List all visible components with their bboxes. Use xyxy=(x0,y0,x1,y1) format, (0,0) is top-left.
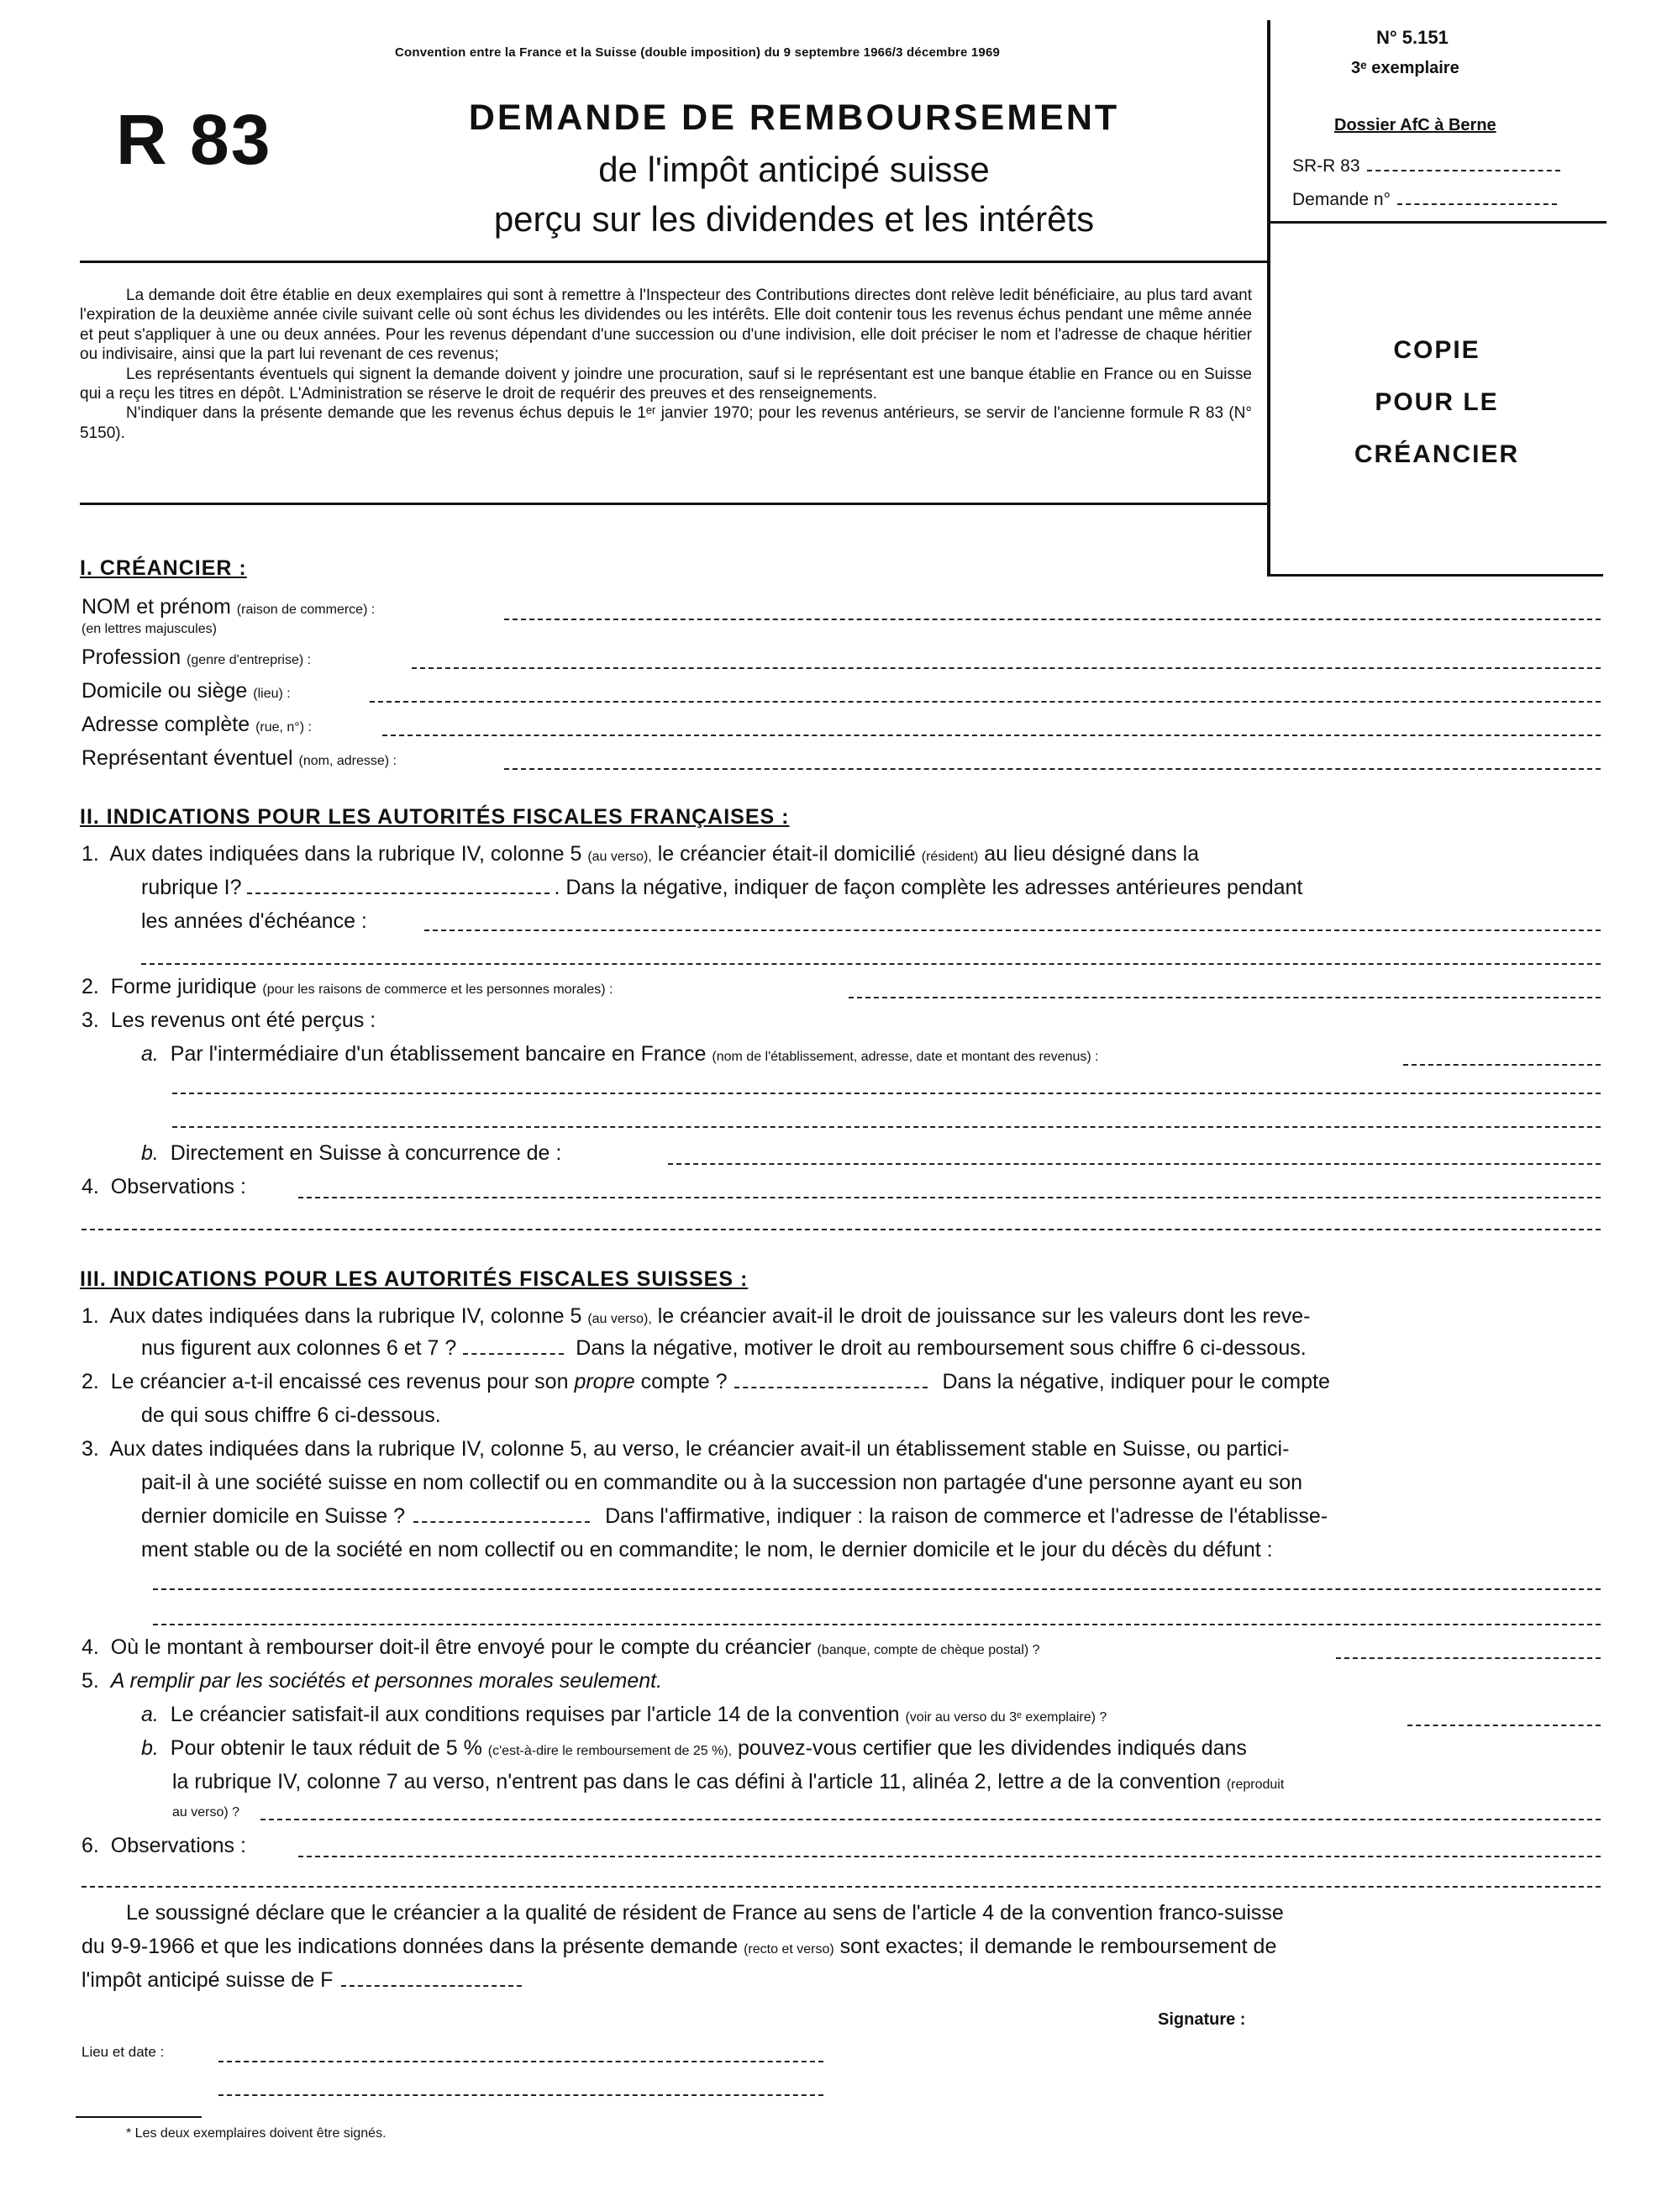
right-box-border xyxy=(1267,20,1270,575)
s3-observations-field[interactable] xyxy=(298,1856,1601,1857)
amount-field[interactable] xyxy=(341,1985,522,1987)
demande-number-label: Demande n° xyxy=(1292,190,1391,209)
s3-q5b-line-1: b. Pour obtenir le taux réduit de 5 % (c'est-à-dire le remboursement de 25 %), pouvez-vous certifier que les dividendes indiqués dans xyxy=(141,1736,1247,1760)
s2-q2-label: 2. Forme juridique (pour les raisons de commerce et les personnes morales) : xyxy=(82,975,613,998)
s2-q1-addresses-field-2[interactable] xyxy=(141,963,1601,965)
s3-q3-line-1: 3. Aux dates indiquées dans la rubrique IV, colonne 5, au verso, le créancier avait-il un établissement stable en Suisse, ou partici- xyxy=(82,1437,1290,1461)
instructions-paragraph-3: N'indiquer dans la présente demande que les revenus échus depuis le 1ᵉʳ janvier 1970; pour les revenus antérieurs, se servir de l'ancienne formule R 83 (N° 5150). xyxy=(80,404,1252,442)
s2-q3a-field[interactable] xyxy=(1403,1064,1601,1066)
declaration-line-2: du 9-9-1966 et que les indications données dans la présente demande (recto et verso) sont exactes; il demande le remboursement de xyxy=(82,1935,1277,1958)
form-number: N° 5.151 xyxy=(1376,27,1449,48)
instructions-rule xyxy=(80,503,1269,505)
declaration-line-1: Le soussigné déclare que le créancier a la qualité de résident de France au sens de l'article 4 de la convention franco-suisse xyxy=(126,1901,1284,1925)
s3-q3-line-3: dernier domicile en Suisse ? Dans l'affirmative, indiquer : la raison de commerce et l'adresse de l'établisse- xyxy=(141,1504,1328,1528)
s3-q5b-line-2: la rubrique IV, colonne 7 au verso, n'entrent pas dans le cas défini à l'article 11, alinéa 2, lettre a de la convention (reproduit xyxy=(172,1770,1285,1793)
s3-q1-field[interactable] xyxy=(463,1353,564,1355)
s3-q2-field[interactable] xyxy=(734,1387,928,1388)
s3-q4-field[interactable] xyxy=(1336,1657,1601,1659)
section-3-title: III. INDICATIONS POUR LES AUTORITÉS FISCALES SUISSES : xyxy=(80,1267,749,1291)
s3-observations-field-2[interactable] xyxy=(82,1886,1601,1888)
s3-q3-line-2: pait-il à une société suisse en nom collectif ou en commandite ou à la succession non partagée d'une personne ayant eu son xyxy=(141,1471,1303,1494)
nom-field[interactable] xyxy=(504,619,1601,620)
declaration-line-3: l'impôt anticipé suisse de F xyxy=(82,1968,522,1993)
instructions-paragraph-1: La demande doit être établie en deux exemplaires qui sont à remettre à l'Inspecteur des Contributions directes dont relève ledit bénéficiaire, au plus tard avant l'expiration de la deuxième année civile suivant celle où sont échus les dividendes ou les intérêts. Elle doit contenir tous les revenus échus pendant une même année et peut s'appliquer à une ou deux années. Pour les revenus dépendant d'une succession ou d'une indivision, elle doit préciser le nom et l'adresse de chaque héritier ou indivisaire, ainsi que la part lui revenant de ces revenus; xyxy=(80,287,1252,364)
nom-hint: (en lettres majuscules) xyxy=(82,622,217,636)
forme-juridique-field[interactable] xyxy=(849,997,1601,998)
sr-r83-line[interactable] xyxy=(1367,158,1560,171)
lieu-date-field[interactable] xyxy=(218,2061,823,2062)
s2-q1-line-2: rubrique I? . Dans la négative, indiquer de façon complète les adresses antérieures pendant xyxy=(141,876,1303,899)
representant-label: Représentant éventuel (nom, adresse) : xyxy=(82,746,397,770)
s2-q3b-field[interactable] xyxy=(668,1163,1601,1165)
lieu-date-field-2[interactable] xyxy=(218,2094,823,2096)
s3-q5b-line-3: au verso) ? xyxy=(172,1805,240,1820)
right-box-separator xyxy=(1270,221,1607,224)
sr-r83-field[interactable] xyxy=(1292,156,1560,176)
sr-r83-label: SR-R 83 xyxy=(1292,156,1360,176)
header-rule xyxy=(80,261,1269,263)
s3-q2-line-2: de qui sous chiffre 6 ci-dessous. xyxy=(141,1404,441,1427)
s2-q1-line-1: 1. Aux dates indiquées dans la rubrique IV, colonne 5 (au verso), le créancier était-il domicilié (résident) au lieu désigné dans la xyxy=(82,842,1200,866)
domicile-label: Domicile ou siège (lieu) : xyxy=(82,679,291,703)
s3-q3-line-4: ment stable ou de la société en nom collectif ou en commandite; le nom, le dernier domicile et le jour du décès du défunt : xyxy=(141,1538,1273,1562)
s2-q1-field[interactable] xyxy=(247,893,550,894)
copy-stamp-line-2: POUR LE xyxy=(1375,388,1499,416)
s3-q1-line-1: 1. Aux dates indiquées dans la rubrique IV, colonne 5 (au verso), le créancier avait-il le droit de jouissance sur les valeurs dont les reve- xyxy=(82,1304,1311,1328)
s2-observations-field-2[interactable] xyxy=(82,1229,1601,1230)
dossier-label: Dossier AfC à Berne xyxy=(1334,116,1496,134)
s3-q6-label: 6. Observations : xyxy=(82,1834,246,1857)
right-box-bottom xyxy=(1267,574,1603,577)
demande-number-line[interactable] xyxy=(1397,192,1557,205)
s2-q3a-label: a. Par l'intermédiaire d'un établissement bancaire en France (nom de l'établissement, adresse, date et montant des revenus) : xyxy=(141,1042,1099,1066)
footnote: * Les deux exemplaires doivent être signés. xyxy=(126,2126,387,2141)
copy-stamp-line-3: CRÉANCIER xyxy=(1354,440,1520,468)
s2-q4-label: 4. Observations : xyxy=(82,1175,246,1198)
nom-label: NOM et prénom (raison de commerce) : xyxy=(82,595,376,619)
lieu-date-label: Lieu et date : xyxy=(82,2044,165,2060)
footnote-rule xyxy=(76,2116,202,2118)
section-1-title: I. CRÉANCIER : xyxy=(80,556,247,580)
s3-q3-detail-field[interactable] xyxy=(153,1588,1601,1590)
s2-q3a-field-3[interactable] xyxy=(172,1126,1601,1128)
instructions-paragraph-2: Les représentants éventuels qui signent la demande doivent y joindre une procuration, sauf si le représentant est une banque établie en France ou en Suisse qui a reçu les titres en dépôt. L'Administration se réserve le droit de requérir des preuves et des renseignements. xyxy=(80,365,1252,403)
section-2-title: II. INDICATIONS POUR LES AUTORITÉS FISCALES FRANÇAISES : xyxy=(80,805,790,829)
s3-q3-field[interactable] xyxy=(413,1521,590,1523)
copy-label: 3ᵉ exemplaire xyxy=(1351,59,1459,77)
adresse-field[interactable] xyxy=(382,735,1601,736)
adresse-label: Adresse complète (rue, n°) : xyxy=(82,713,312,736)
s3-q4-label: 4. Où le montant à rembourser doit-il être envoyé pour le compte du créancier (banque, compte de chèque postal) ? xyxy=(82,1635,1040,1659)
copy-stamp-line-1: COPIE xyxy=(1393,336,1480,364)
s3-q2-line-1: 2. Le créancier a-t-il encaissé ces revenus pour son propre compte ? Dans la négative, indiquer pour le compte xyxy=(82,1370,1330,1393)
s3-q5a-field[interactable] xyxy=(1407,1725,1601,1726)
s2-q3a-field-2[interactable] xyxy=(172,1093,1601,1094)
s3-q5a-label: a. Le créancier satisfait-il aux conditions requises par l'article 14 de la convention (voir au verso du 3ᵉ exemplaire) ? xyxy=(141,1703,1107,1726)
demande-number-field[interactable] xyxy=(1292,190,1557,210)
s2-q3-label: 3. Les revenus ont été perçus : xyxy=(82,1009,376,1032)
convention-title: Convention entre la France et la Suisse (double imposition) du 9 septembre 1966/3 décembre 1969 xyxy=(395,45,1001,60)
profession-field[interactable] xyxy=(412,667,1601,669)
instructions xyxy=(80,286,1252,443)
s2-q1-line-3: les années d'échéance : xyxy=(141,909,367,933)
profession-label: Profession (genre d'entreprise) : xyxy=(82,645,312,669)
document-title: DEMANDE DE REMBOURSEMENT xyxy=(468,97,1120,138)
s3-q5-label: 5. A remplir par les sociétés et personnes morales seulement. xyxy=(82,1669,663,1693)
s3-q5b-field[interactable] xyxy=(260,1819,1601,1820)
s2-q1-addresses-field[interactable] xyxy=(424,930,1601,931)
s2-observations-field[interactable] xyxy=(298,1197,1601,1198)
representant-field[interactable] xyxy=(504,768,1601,770)
s3-q1-line-2: nus figurent aux colonnes 6 et 7 ? Dans la négative, motiver le droit au remboursement sous chiffre 6 ci-dessous. xyxy=(141,1336,1307,1360)
form-code: R 83 xyxy=(116,100,272,179)
signature-label: Signature : xyxy=(1158,2010,1246,2029)
document-subtitle-1: de l'impôt anticipé suisse xyxy=(598,150,990,189)
s3-q3-detail-field-2[interactable] xyxy=(153,1624,1601,1625)
s2-q3b-label: b. Directement en Suisse à concurrence de : xyxy=(141,1141,562,1165)
document-subtitle-2: perçu sur les dividendes et les intérêts xyxy=(493,199,1095,239)
domicile-field[interactable] xyxy=(370,701,1601,703)
